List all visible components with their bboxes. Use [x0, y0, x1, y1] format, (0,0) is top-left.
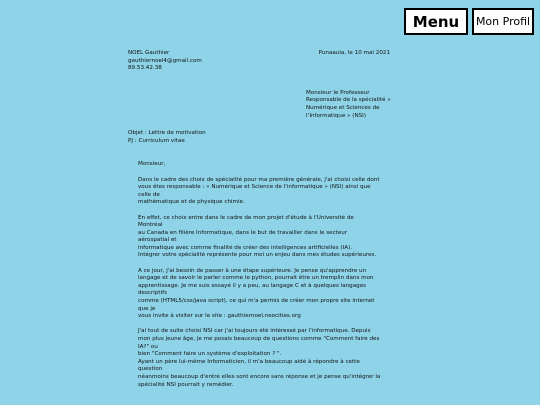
recipient-block — [306, 90, 396, 120]
paragraph-line: aérospatial et — [138, 237, 177, 244]
paragraph-line: apprentissage. Je me suis essayé il y a peu, au langage C et à quelques langages — [138, 282, 367, 289]
menu-button[interactable]: Menu — [404, 8, 468, 35]
paragraph — [138, 328, 390, 389]
paragraph-line: vous êtes responsable : « Numérique et Science de l'informatique » (NSI) ainsi que — [138, 184, 371, 191]
sender-email: gauthiernoel4@gmail.com — [128, 57, 202, 64]
letter-document — [128, 50, 390, 397]
paragraph-line: langage et de savoir le parler comme le python, pourrait être un tremplin dans mon — [138, 275, 374, 282]
salutation: Monsieur, — [138, 161, 166, 168]
paragraph-line: En effet, ce choix entre dans le cadre de mon projet d'étude à l'Université de — [138, 214, 354, 221]
top-nav — [404, 8, 534, 35]
paragraph-line: Montréal — [138, 222, 163, 229]
recipient-line: Responsable de la spécialité « Numérique et Sciences de l’Informatique » (NSI) — [306, 97, 391, 119]
paragraph — [138, 177, 390, 207]
recipient-line: Monsieur le Professeur — [306, 89, 370, 96]
paragraph-line: A ce jour, j'ai besoin de passer à une étape supérieure. Je pense qu'apprendre un — [138, 267, 367, 274]
paragraph-line: informatique avec comme finalité de créer des intelligences artificielles (IA). — [138, 244, 353, 251]
sender-name: NOEL Gauthier — [128, 50, 170, 56]
paragraph-line: Ayant un père lui-même Informaticien, il m'a beaucoup aidé à répondre à cette — [138, 358, 360, 365]
paragraph-line: vous invite à visiter sur le site : gauthiernoel.neocities.org — [138, 313, 301, 320]
paragraph-line: Dans le cadre des choix de spécialité pour ma première générale, j'ai choisi celle dont — [138, 176, 380, 183]
objet-line: Objet : Lettre de motivation — [128, 130, 206, 137]
place-date: Punaauia, le 10 mai 2021 — [318, 50, 390, 56]
paragraph-line: celle de — [138, 191, 160, 198]
profile-button[interactable]: Mon Profil — [472, 8, 534, 35]
paragraph-line: néanmoins beaucoup d'entre elles sont encore sans réponse et je pense qu'intégrer la — [138, 373, 381, 380]
letter-header — [128, 50, 390, 73]
paragraph-line: J'ai tout de suite choisi NSI car j'ai toujours été intéressé par l'informatique. Depuis — [138, 328, 371, 335]
objet-block — [128, 130, 390, 145]
letter-body — [138, 161, 390, 389]
sender-phone: 89.53.42.38 — [128, 65, 162, 72]
paragraph-line: que je — [138, 305, 156, 312]
paragraph-line: bien "Comment faire un système d'exploitation ? ". — [138, 351, 282, 358]
paragraph-line: IA?" ou — [138, 343, 158, 350]
paragraph-line: comme (HTML5/css/java script), ce qui m'a permis de créer mon propre site internet — [138, 298, 375, 305]
paragraph-line: Intégrer votre spécialité représente pour moi un enjeu dans mes études supérieures. — [138, 252, 377, 259]
paragraph — [138, 215, 390, 261]
paragraph — [138, 268, 390, 321]
paragraph-line: question — [138, 366, 163, 373]
paragraph-line: mon plus jeune âge, je me posais beaucoup de questions comme "Comment faire des — [138, 336, 380, 342]
paragraph-line: mathématique et de physique chimie. — [138, 199, 245, 206]
sender-block — [128, 50, 202, 73]
paragraph-line: descriptifs — [138, 290, 168, 297]
paragraph-line: au Canada en filière Informatique, dans le but de travailler dans le secteur — [138, 229, 348, 236]
paragraph-line: spécialité NSI pourrait y remédier. — [138, 381, 234, 388]
pj-line: PJ : Curriculum vitae — [128, 137, 185, 144]
